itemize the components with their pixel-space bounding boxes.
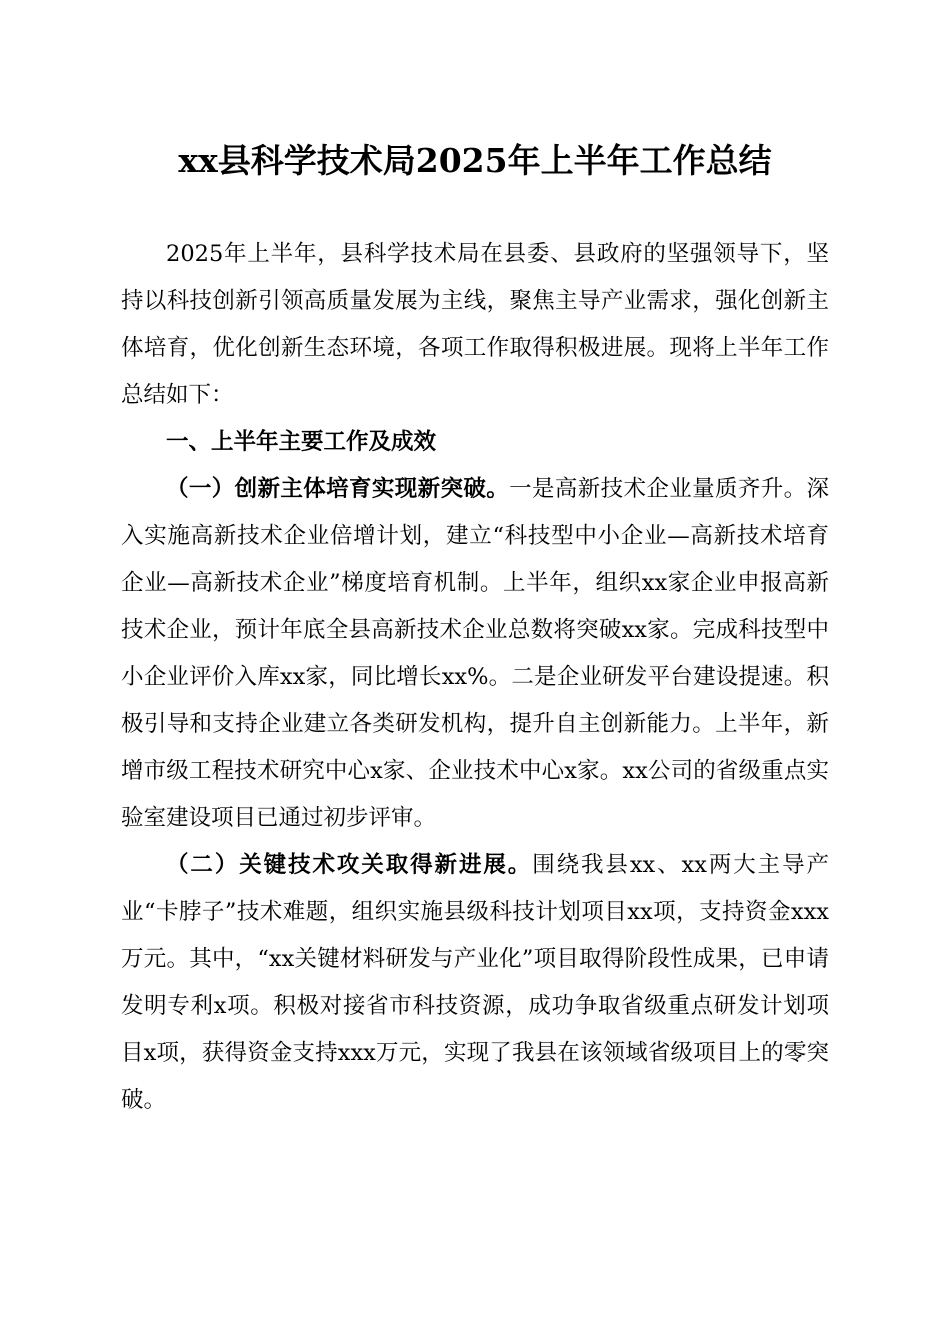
subsection-2-paragraph — [121, 842, 829, 1124]
subsection-2-heading: （二）关键技术攻关取得新进展。 — [166, 852, 533, 878]
subsection-2-text: 围绕我县xx、xx两大主导产业“卡脖子”技术难题，组织实施县级科技计划项目xx项，支持资金xxx万元。其中，“xx关键材料研发与产业化”项目取得阶段性成果，已申请发明专利x项。积极对接省市科技资源，成功争取省级重点研发计划项目x项，获得资金支持xxx万元，实现了我县在该领域省级项目上的零突破。 — [121, 852, 829, 1113]
subsection-1-heading: （一）创新主体培育实现新突破。 — [166, 476, 510, 502]
subsection-1-text: 一是高新技术企业量质齐升。深入实施高新技术企业倍增计划，建立“科技型中小企业—高新技术培育企业—高新技术企业”梯度培育机制。上半年，组织xx家企业申报高新技术企业，预计年底全县高新技术企业总数将突破xx家。完成科技型中小企业评价入库xx家，同比增长xx%。二是企业研发平台建设提速。积极引导和支持企业建立各类研发机构，提升自主创新能力。上半年，新增市级工程技术研究中心x家、企业技术中心x家。xx公司的省级重点实验室建设项目已通过初步评审。 — [121, 476, 829, 831]
document-body — [121, 231, 829, 1124]
intro-paragraph: 2025年上半年，县科学技术局在县委、县政府的坚强领导下，坚持以科技创新引领高质量发展为主线，聚焦主导产业需求，强化创新主体培育，优化创新生态环境，各项工作取得积极进展。现将上半年工作总结如下： — [121, 241, 829, 408]
document-title: xx县科学技术局2025年上半年工作总结 — [178, 141, 772, 180]
subsection-1-paragraph — [121, 466, 829, 842]
section-heading-1: 一、上半年主要工作及成效 — [166, 429, 437, 455]
